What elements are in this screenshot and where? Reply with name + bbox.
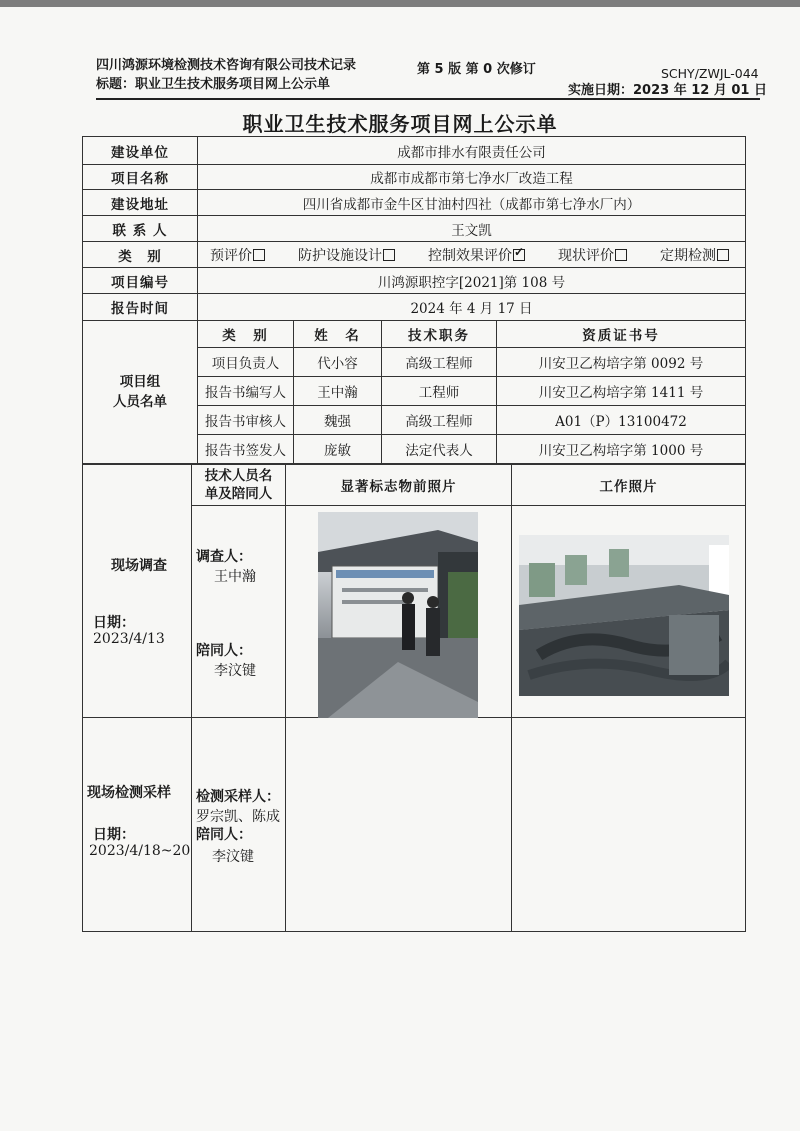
survey-header-landmark: 显著标志物前照片 bbox=[286, 465, 512, 506]
survey-header-tech-1: 技术人员名 bbox=[204, 468, 273, 484]
team-title: 高级工程师 bbox=[382, 406, 497, 435]
category-option-periodic[interactable] bbox=[660, 245, 729, 265]
number-label: 项目编号 bbox=[83, 268, 198, 294]
category-option-pre[interactable] bbox=[210, 245, 265, 265]
companion-label: 陪同人： bbox=[196, 643, 252, 659]
unit-label: 建设单位 bbox=[83, 137, 198, 165]
category-name: 预评价 bbox=[210, 247, 252, 264]
category-name: 定期检测 bbox=[660, 247, 716, 264]
checkbox-icon[interactable] bbox=[615, 249, 627, 261]
team-header-title: 技术职务 bbox=[382, 321, 497, 348]
team-title: 高级工程师 bbox=[382, 348, 497, 377]
investigator-label: 调查人： bbox=[196, 549, 252, 565]
survey-table bbox=[82, 464, 746, 932]
row-report-time bbox=[83, 294, 746, 321]
number-value: 川鸿源职控字[2021]第 108 号 bbox=[198, 268, 746, 294]
site-date: 2023/4/13 bbox=[93, 630, 165, 647]
header-title-line: 标题：职业卫生技术服务项目网上公示单 bbox=[96, 77, 331, 92]
category-option-control[interactable] bbox=[428, 245, 525, 265]
team-name: 魏强 bbox=[294, 406, 382, 435]
team-role: 项目负责人 bbox=[198, 348, 294, 377]
survey-header-tech-2: 单及陪同人 bbox=[204, 486, 273, 502]
team-role: 报告书审核人 bbox=[198, 406, 294, 435]
checkbox-icon[interactable] bbox=[717, 249, 729, 261]
team-group-label bbox=[83, 321, 198, 464]
report-time-label: 报告时间 bbox=[83, 294, 198, 321]
survey-header-empty bbox=[83, 465, 192, 506]
row-unit bbox=[83, 137, 746, 165]
team-cert: 川安卫乙构培字第 1411 号 bbox=[497, 377, 746, 406]
address-value: 四川省成都市金牛区甘油村四社（成都市第七净水厂内） bbox=[198, 190, 746, 216]
header-company: 四川鸿源环境检测技术咨询有限公司技术记录 bbox=[96, 58, 357, 73]
row-number bbox=[83, 268, 746, 294]
contact-value: 王文凯 bbox=[198, 216, 746, 242]
companion: 李汶键 bbox=[214, 663, 256, 679]
category-option-status[interactable] bbox=[558, 245, 627, 265]
sampling-row bbox=[83, 718, 746, 932]
landmark-photo-cell bbox=[286, 506, 512, 718]
survey-header-tech bbox=[192, 465, 286, 506]
site-date-label: 日期： bbox=[93, 614, 135, 631]
row-address bbox=[83, 190, 746, 216]
investigator: 王中瀚 bbox=[214, 569, 256, 585]
work-photo bbox=[519, 535, 729, 696]
scan-edge bbox=[0, 0, 800, 7]
sampling-left bbox=[83, 718, 192, 932]
category-label: 类 别 bbox=[83, 242, 198, 268]
site-survey-label: 现场调查 bbox=[111, 557, 167, 574]
team-cert: 川安卫乙构培字第 0092 号 bbox=[497, 348, 746, 377]
site-survey-row bbox=[83, 506, 746, 718]
info-table bbox=[82, 136, 746, 464]
team-name: 庞敏 bbox=[294, 435, 382, 464]
work-photo-image bbox=[519, 535, 729, 696]
category-name: 现状评价 bbox=[558, 247, 614, 264]
sampling-companion-label: 陪同人： bbox=[196, 827, 252, 843]
checkbox-icon[interactable] bbox=[253, 249, 265, 261]
report-time-value: 2024 年 4 月 17 日 bbox=[198, 294, 746, 321]
category-option-design[interactable] bbox=[298, 245, 395, 265]
team-name: 王中瀚 bbox=[294, 377, 382, 406]
team-title: 法定代表人 bbox=[382, 435, 497, 464]
page-title: 职业卫生技术服务项目网上公示单 bbox=[242, 112, 558, 136]
team-header-row bbox=[83, 321, 746, 348]
landmark-photo-image bbox=[318, 512, 478, 718]
header-effective-date: 实施日期：2023 年 12 月 01 日 bbox=[568, 83, 767, 98]
row-project bbox=[83, 165, 746, 190]
site-staff bbox=[192, 506, 286, 718]
team-title: 工程师 bbox=[382, 377, 497, 406]
team-name: 代小容 bbox=[294, 348, 382, 377]
category-name: 防护设施设计 bbox=[298, 247, 382, 264]
project-value: 成都市成都市第七净水厂改造工程 bbox=[198, 165, 746, 190]
site-survey-left bbox=[83, 506, 192, 718]
category-options bbox=[198, 242, 746, 268]
team-cert: 川安卫乙构培字第 1000 号 bbox=[497, 435, 746, 464]
project-label: 项目名称 bbox=[83, 165, 198, 190]
checkbox-icon[interactable] bbox=[383, 249, 395, 261]
address-label: 建设地址 bbox=[83, 190, 198, 216]
team-group-label-1: 项目组 bbox=[119, 374, 161, 390]
sampling-work-cell bbox=[512, 718, 746, 932]
sampling-label: 现场检测采样 bbox=[87, 785, 171, 801]
sampling-landmark-cell bbox=[286, 718, 512, 932]
checkbox-checked-icon[interactable] bbox=[513, 249, 525, 261]
survey-header-row bbox=[83, 465, 746, 506]
team-cert: A01（P）13100472 bbox=[497, 406, 746, 435]
team-header-name: 姓 名 bbox=[294, 321, 382, 348]
contact-label: 联 系 人 bbox=[83, 216, 198, 242]
sampling-companion: 李汶键 bbox=[212, 849, 254, 865]
sampling-staff bbox=[192, 718, 286, 932]
team-header-cert: 资质证书号 bbox=[497, 321, 746, 348]
row-category bbox=[83, 242, 746, 268]
work-photo-cell bbox=[512, 506, 746, 718]
survey-header-work: 工作照片 bbox=[512, 465, 746, 506]
row-contact bbox=[83, 216, 746, 242]
team-role: 报告书编写人 bbox=[198, 377, 294, 406]
sampling-date-label: 日期： bbox=[93, 827, 135, 843]
landmark-photo bbox=[318, 512, 478, 718]
header-version: 第 5 版 第 0 次修订 bbox=[417, 62, 536, 77]
form-wrap bbox=[82, 136, 745, 932]
unit-value: 成都市排水有限责任公司 bbox=[198, 137, 746, 165]
sampler-label: 检测采样人： bbox=[196, 789, 280, 805]
category-name: 控制效果评价 bbox=[428, 247, 512, 264]
header-doc-code: SCHY/ZWJL-044 bbox=[661, 66, 759, 81]
samplers: 罗宗凯、陈成 bbox=[196, 809, 280, 825]
team-group-label-2: 人员名单 bbox=[113, 394, 167, 410]
header-rule bbox=[96, 98, 760, 100]
team-role: 报告书签发人 bbox=[198, 435, 294, 464]
team-header-category: 类 别 bbox=[198, 321, 294, 348]
sampling-date: 2023/4/18~20 bbox=[89, 843, 191, 859]
